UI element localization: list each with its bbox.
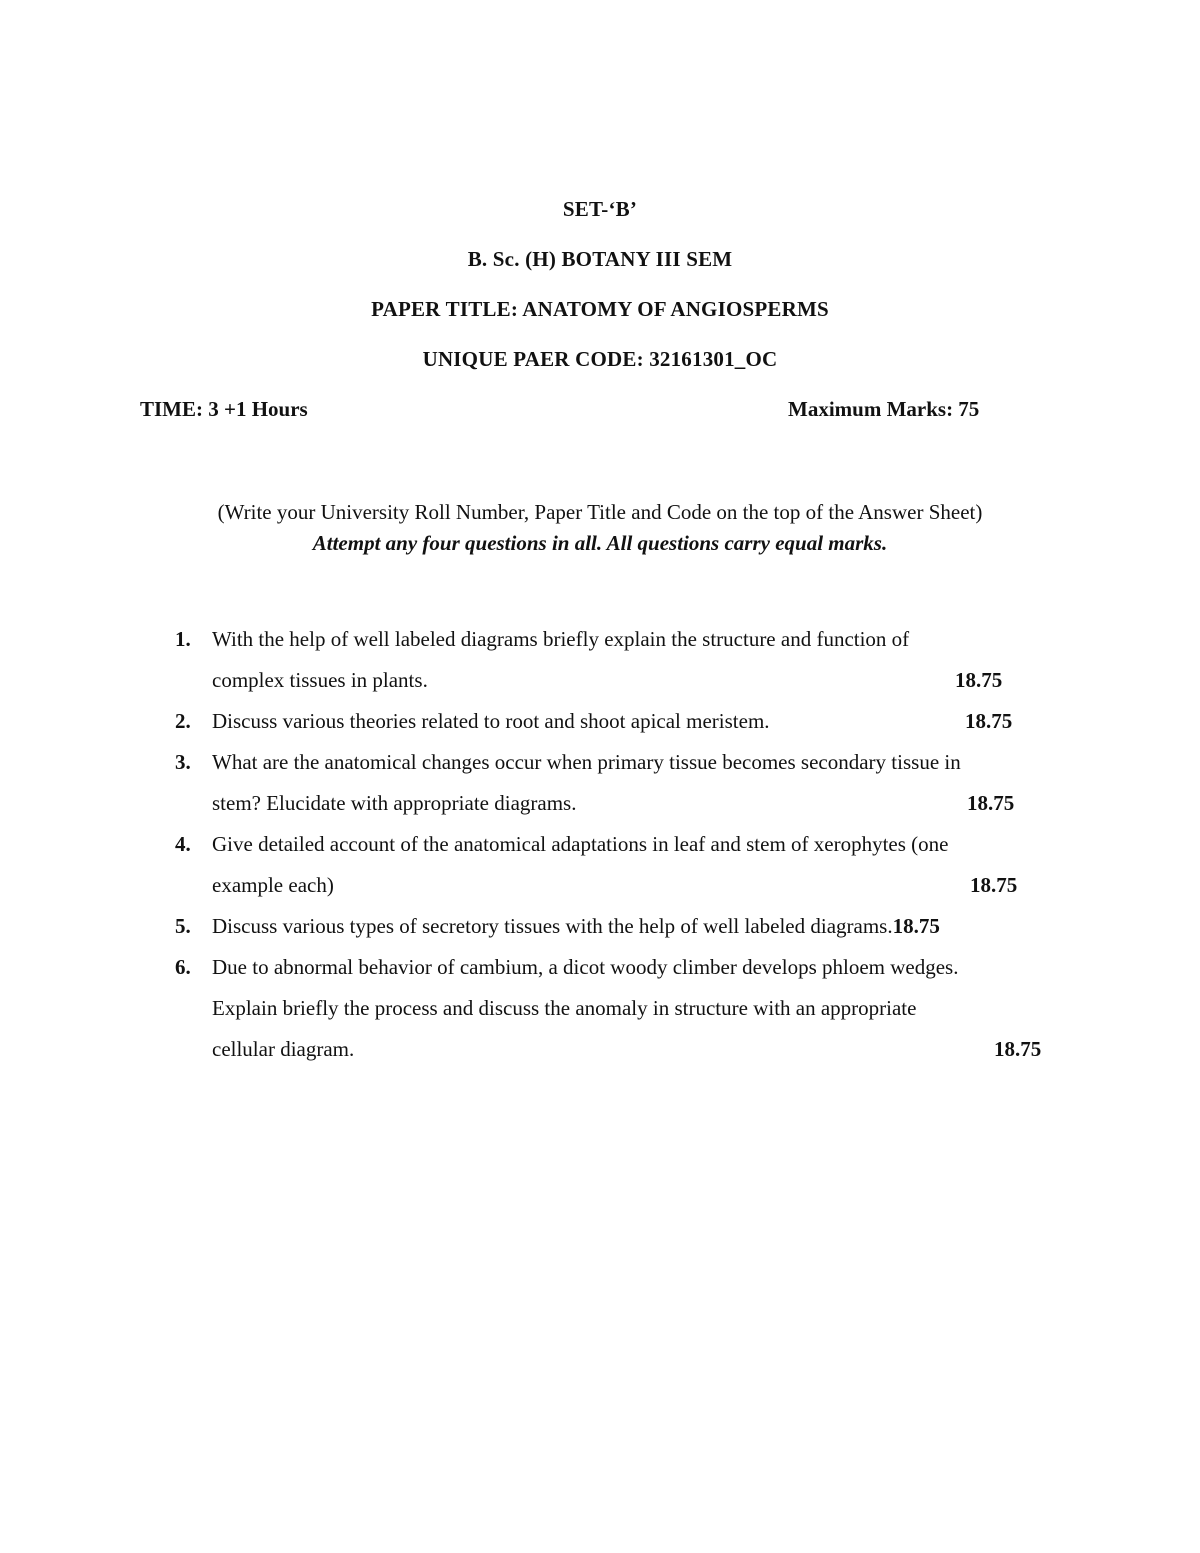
question-item (172, 701, 1062, 742)
question-last-line (212, 906, 1062, 947)
question-text-line: What are the anatomical changes occur when primary tissue becomes secondary tissue in (212, 750, 961, 774)
question-text-line: Explain briefly the process and discuss the anomaly in structure with an appropriate (212, 996, 917, 1020)
question-text-line: complex tissues in plants. (212, 668, 428, 692)
question-last-line (212, 1029, 1062, 1070)
question-text-line: Due to abnormal behavior of cambium, a dicot woody climber develops phloem wedges. (212, 955, 959, 979)
question-text-line: Give detailed account of the anatomical adaptations in leaf and stem of xerophytes (one (212, 832, 949, 856)
question-item (172, 824, 1062, 906)
question-number: 1. (175, 627, 191, 651)
question-text-line: example each) (212, 873, 334, 897)
question-text-line: stem? Elucidate with appropriate diagrams. (212, 791, 577, 815)
question-marks: 18.75 (892, 914, 940, 938)
maximum-marks: Maximum Marks: 75 (788, 397, 980, 421)
question-last-line (212, 701, 1062, 742)
paper-title: PAPER TITLE: ANATOMY OF ANGIOSPERMS (371, 297, 829, 321)
question-item (172, 906, 1062, 947)
question-text-line: cellular diagram. (212, 1037, 355, 1061)
question-last-line (212, 865, 1062, 906)
question-text-line: Discuss various types of secretory tissues with the help of well labeled diagrams. (212, 914, 893, 938)
question-number: 5. (175, 914, 191, 938)
question-marks: 18.75 (970, 873, 1018, 897)
attempt-instruction: Attempt any four questions in all. All questions carry equal marks. (312, 531, 888, 555)
question-text-line: With the help of well labeled diagrams briefly explain the structure and function of (212, 627, 910, 651)
question-number: 3. (175, 750, 191, 774)
question-number: 4. (175, 832, 191, 856)
question-item (172, 947, 1062, 1070)
question-last-line (212, 660, 1062, 701)
question-marks: 18.75 (965, 709, 1013, 733)
question-list (172, 619, 1062, 1070)
paper-code: UNIQUE PAER CODE: 32161301_OC (422, 347, 778, 371)
question-last-line (212, 783, 1062, 824)
question-marks: 18.75 (994, 1037, 1042, 1061)
question-number: 6. (175, 955, 191, 979)
set-label: SET-‘B’ (562, 197, 638, 221)
question-marks: 18.75 (955, 668, 1003, 692)
question-number: 2. (175, 709, 191, 733)
answer-sheet-instruction: (Write your University Roll Number, Paper Title and Code on the top of the Answer Sheet) (217, 500, 983, 524)
question-item (172, 619, 1062, 701)
exam-time: TIME: 3 +1 Hours (140, 397, 308, 421)
question-item (172, 742, 1062, 824)
question-marks: 18.75 (967, 791, 1015, 815)
course-title: B. Sc. (H) BOTANY III SEM (467, 247, 733, 271)
question-text-line: Discuss various theories related to root and shoot apical meristem. (212, 709, 770, 733)
